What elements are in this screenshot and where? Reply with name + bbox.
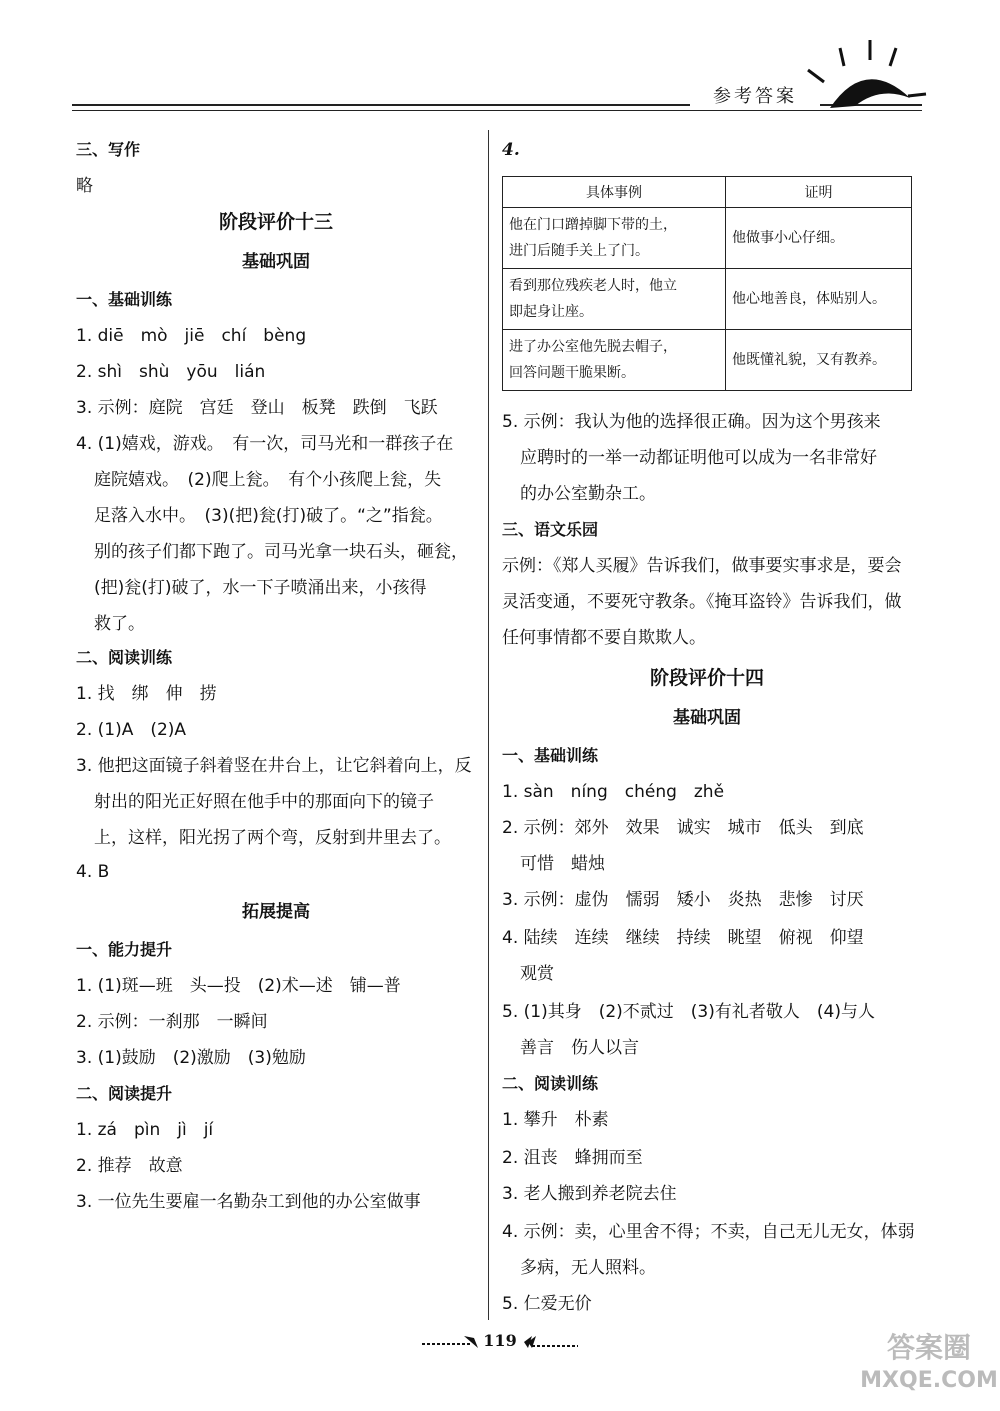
answer-line: 1. 攀升 朴素 bbox=[502, 1110, 609, 1130]
answer-line: 5. 示例：我认为他的选择很正确。因为这个男孩来 bbox=[502, 412, 881, 432]
answer-line: 救了。 bbox=[94, 614, 145, 634]
subsection-title: 基础巩固 bbox=[242, 252, 310, 272]
cell-line: 他在门口蹭掉脚下带的土， bbox=[509, 217, 677, 233]
section-heading: 三、写作 bbox=[76, 140, 141, 159]
answer-line: 的办公室勤杂工。 bbox=[520, 484, 656, 504]
table-row bbox=[503, 330, 912, 391]
answer-line: 5. 仁爱无价 bbox=[502, 1294, 592, 1314]
answer-line: 3. (1)鼓励 (2)激励 (3)勉励 bbox=[76, 1048, 306, 1068]
section-heading: 一、基础训练 bbox=[502, 746, 599, 765]
answer-line: 2. 推荐 故意 bbox=[76, 1156, 183, 1176]
sun-icon bbox=[800, 36, 930, 126]
unit-title: 阶段评价十三 bbox=[218, 211, 333, 233]
answer-line: 3. 示例：虚伪 懦弱 矮小 炎热 悲惨 讨厌 bbox=[502, 890, 864, 910]
subsection-title: 基础巩固 bbox=[673, 708, 741, 728]
cell-line: 进门后随手关上了门。 bbox=[509, 243, 649, 259]
table-cell bbox=[503, 208, 726, 269]
table-cell: 他既懂礼貌，又有教养。 bbox=[726, 330, 912, 391]
answer-line: 庭院嬉戏。 (2)爬上瓮。 有个小孩爬上瓮，失 bbox=[94, 470, 442, 490]
header-rule-thin bbox=[72, 110, 922, 111]
unit-title: 阶段评价十四 bbox=[649, 667, 764, 689]
answer-line: 4. (1)嬉戏，游戏。 有一次，司马光和一群孩子在 bbox=[76, 434, 454, 454]
answer-line: 2. 示例：一刹那 一瞬间 bbox=[76, 1012, 268, 1032]
watermark-text: 答案圈 bbox=[886, 1331, 971, 1364]
answer-line: 4. 陆续 连续 继续 持续 眺望 俯视 仰望 bbox=[502, 928, 864, 948]
answer-line: 2. 示例：郊外 效果 诚实 城市 低头 到底 bbox=[502, 818, 864, 838]
answer-line: 足落入水中。 (3)(把)瓮(打)破了。“之”指瓮。 bbox=[94, 506, 443, 526]
answer-line: 射出的阳光正好照在他手中的那面向下的镜子 bbox=[94, 792, 434, 812]
subsection-title: 拓展提高 bbox=[242, 902, 310, 922]
table-cell: 他心地善良，体贴别人。 bbox=[726, 269, 912, 330]
text-line: 略 bbox=[76, 176, 93, 196]
answer-line: 4. 示例：卖，心里舍不得；不卖，自己无儿无女，体弱 bbox=[502, 1222, 915, 1242]
watermark-url: MXQE.COM bbox=[860, 1368, 998, 1393]
cell-line: 看到那位残疾老人时，他立 bbox=[509, 278, 677, 294]
question-number: 4. bbox=[502, 140, 520, 160]
watermark-logo bbox=[858, 1330, 1000, 1410]
section-heading: 二、阅读提升 bbox=[76, 1084, 173, 1103]
header-title: 参考答案 bbox=[690, 82, 820, 106]
answer-line: 可惜 蜡烛 bbox=[520, 854, 605, 874]
answer-line: 示例：《郑人买履》告诉我们，做事要实事求是，要会 bbox=[502, 556, 902, 576]
table-cell: 他做事小心仔细。 bbox=[726, 208, 912, 269]
answer-line: 多病，无人照料。 bbox=[520, 1258, 656, 1278]
answer-line: 1. 找 绑 伸 捞 bbox=[76, 684, 217, 704]
answer-line: 3. 一位先生要雇一名勤杂工到他的办公室做事 bbox=[76, 1192, 421, 1212]
table-header-cell: 证明 bbox=[726, 177, 912, 208]
answer-line: 1. diē mò jiē chí bèng bbox=[76, 326, 307, 346]
table-cell bbox=[503, 330, 726, 391]
section-heading: 三、语文乐园 bbox=[502, 520, 599, 539]
answer-line: 别的孩子们都下跑了。司马光拿一块石头，砸瓮， bbox=[94, 542, 468, 562]
answer-line: 2. (1)A (2)A bbox=[76, 720, 187, 740]
column-divider bbox=[488, 130, 489, 1320]
answer-line: 应聘时的一举一动都证明他可以成为一名非常好 bbox=[520, 448, 877, 468]
answer-line: 1. (1)斑—班 头—投 (2)术—述 铺—普 bbox=[76, 976, 401, 996]
evidence-table bbox=[502, 176, 912, 391]
answer-line: 3. 老人搬到养老院去住 bbox=[502, 1184, 677, 1204]
answer-line: 上，这样，阳光拐了两个弯，反射到井里去了。 bbox=[94, 828, 451, 848]
answer-line: 3. 他把这面镜子斜着竖在井台上，让它斜着向上，反 bbox=[76, 756, 472, 776]
answer-line: 善言 伤人以言 bbox=[520, 1038, 639, 1058]
answer-line: 3. 示例：庭院 宫廷 登山 板凳 跌倒 飞跃 bbox=[76, 398, 438, 418]
answer-line: 任何事情都不要自欺欺人。 bbox=[502, 628, 706, 648]
section-heading: 二、阅读训练 bbox=[502, 1074, 599, 1093]
cell-line: 进了办公室他先脱去帽子， bbox=[509, 339, 677, 355]
table-header-row bbox=[503, 177, 912, 208]
section-heading: 二、阅读训练 bbox=[76, 648, 173, 667]
answer-line: 5. (1)其身 (2)不贰过 (3)有礼者敬人 (4)与人 bbox=[502, 1002, 875, 1022]
cell-line: 回答问题干脆果断。 bbox=[509, 365, 635, 381]
answer-line: 灵活变通，不要死守教条。《掩耳盗铃》告诉我们，做 bbox=[502, 592, 902, 612]
answer-line: 2. 沮丧 蜂拥而至 bbox=[502, 1148, 643, 1168]
answer-line: 观赏 bbox=[520, 964, 554, 984]
answer-line: 1. zá pìn jì jí bbox=[76, 1120, 214, 1140]
table-row bbox=[503, 208, 912, 269]
table-header-cell: 具体事例 bbox=[503, 177, 726, 208]
answer-line: (把)瓮(打)破了，水一下子喷涌出来，小孩得 bbox=[94, 578, 427, 598]
page-number: 119 bbox=[483, 1331, 517, 1350]
table-row bbox=[503, 269, 912, 330]
cell-line: 即起身让座。 bbox=[509, 304, 593, 320]
table-cell bbox=[503, 269, 726, 330]
section-heading: 一、能力提升 bbox=[76, 940, 173, 959]
answer-line: 1. sàn níng chéng zhě bbox=[502, 782, 725, 802]
answer-line: 2. shì shù yōu lián bbox=[76, 362, 266, 382]
section-heading: 一、基础训练 bbox=[76, 290, 173, 309]
answer-line: 4. B bbox=[76, 862, 110, 882]
